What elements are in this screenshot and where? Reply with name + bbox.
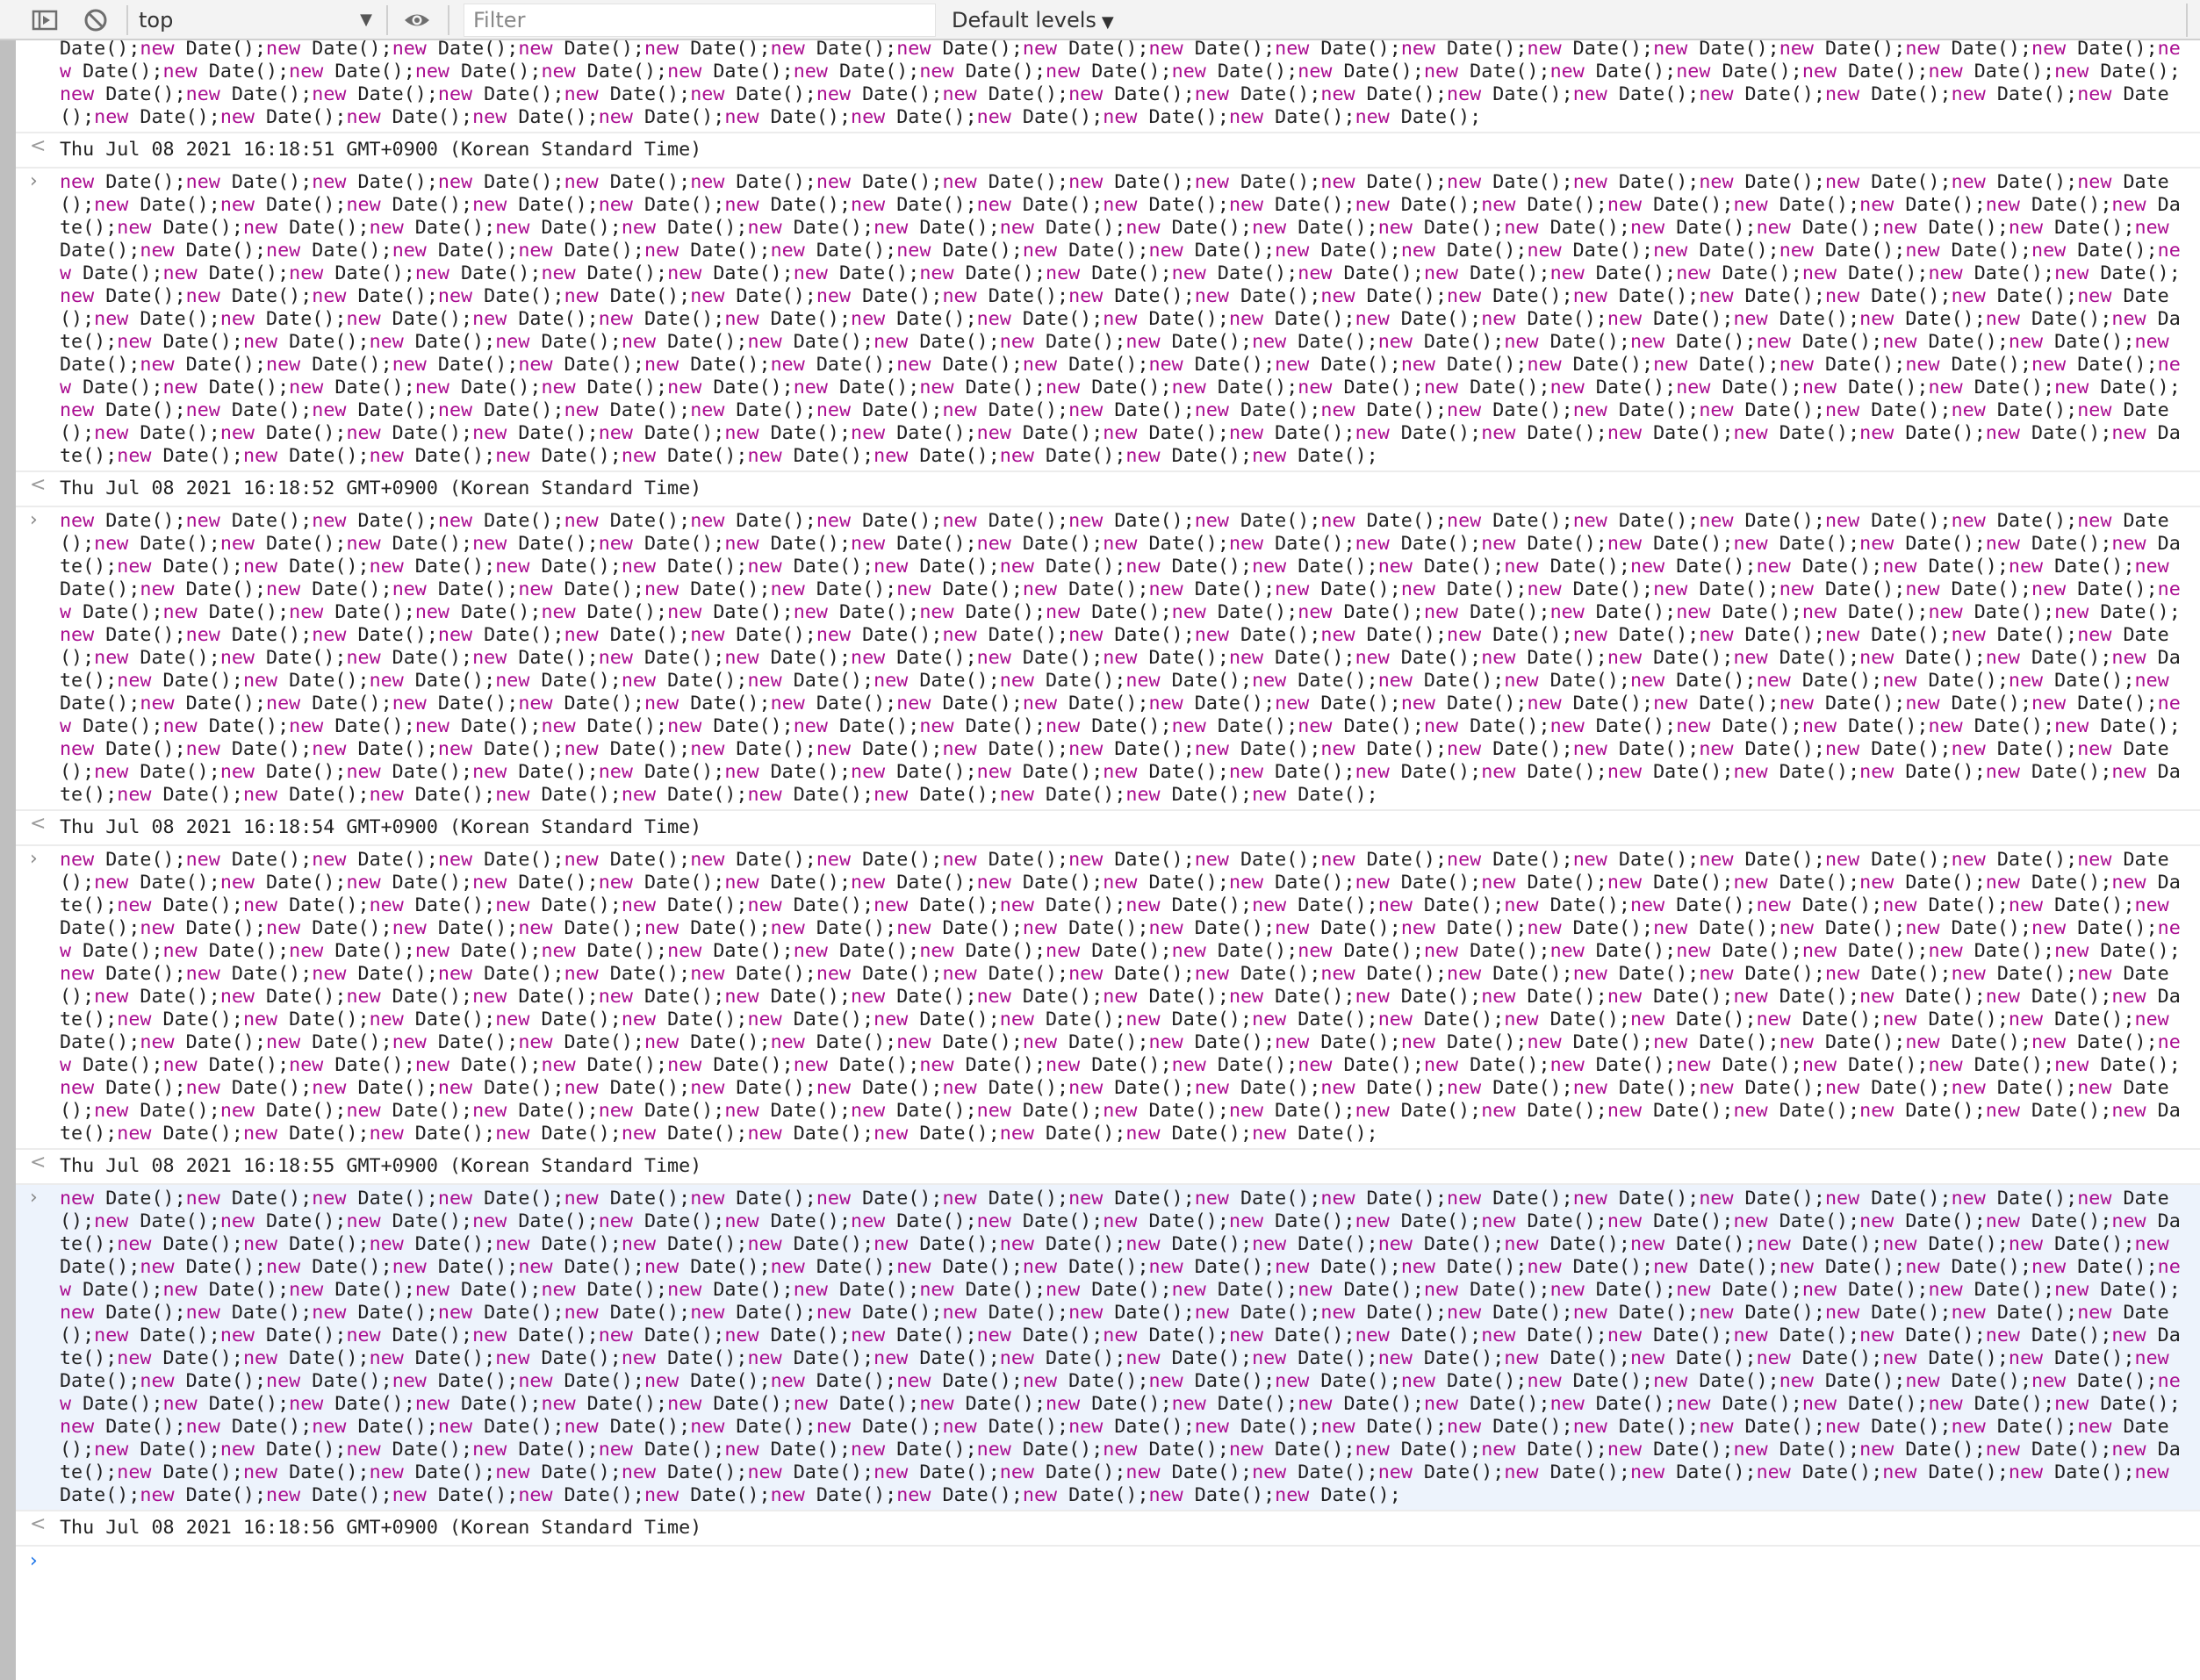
result-arrow-icon: <	[30, 1152, 47, 1174]
prompt-chevron-icon: ›	[30, 1550, 38, 1572]
result-value: Thu Jul 08 2021 16:18:55 GMT+0900 (Korean Standard Time)	[60, 1155, 702, 1177]
clear-console-icon[interactable]	[81, 5, 111, 35]
console-result[interactable]	[16, 1150, 2200, 1185]
input-chevron-icon: ›	[30, 848, 38, 870]
result-arrow-icon: <	[30, 813, 47, 835]
console-message-list	[16, 40, 2200, 1582]
console-input[interactable]	[16, 40, 2200, 133]
input-code: new Date();new Date();new Date();new Date();new Date();new Date();new Date();new Date();new Date();new Date();new Date();new Date();new Date();new Date();new Date();new Date();new Date();new Date();new Date();new Date();new Date();new Date();new Date();new Date();new Date();new Date();new Date();new Date();new Date();new Date();new Date();new Date();new Date();new Date();new Date();new Date();new Date();new Date();new Date();new Date();new Date();new Date();new Date();new Date();new Date();new Date();new Date();new Date();new Date();new Date();new Date();new Date();new Date();new Date();new Date();new Date();new Date();new Date();new Date();new Date();new Date();new Date();new Date();new Date();new Date();new Date();new Date();new Date();new Date();new Date();new Date();new Date();new Date();new Date();new Date();new Date();new Date();new Date();new Date();new Date();new Date();new Date();new Date();new Date();new Date();new Date();new Date();new Date();new Date();new Date();new Date();new Date();new Date();new Date();new Date();new Date();new Date();new Date();new Date();new Date();new Date();new Date();new Date();new Date();new Date();new Date();new Date();new Date();new Date();new Date();new Date();new Date();new Date();new Date();new Date();new Date();new Date();new Date();new Date();new Date();new Date();new Date();new Date();new Date();new Date();new Date();new Date();new Date();new Date();new Date();new Date();new Date();new Date();new Date();new Date();new Date();new Date();new Date();new Date();new Date();new Date();new Date();new Date();new Date();new Date();new Date();new Date();new Date();new Date();new Date();new Date();new Date();new Date();new Date();new Date();new Date();new Date();new Date();new Date();new Date();new Date();new Date();new Date();new Date();new Date();new Date();new Date();new Date();new Date();new Date();new Date();new Date();new Date();new Date();new Date();new Date();new Date();new Date();new Date();new Date();new Date();new Date();new Date();new Date();new Date();new Date();new Date();new Date();new Date();new Date();new Date();new Date();new Date();new Date();new Date();new Date();new Date();new Date();new Date();new Date();new Date();new Date();new Date();new Date();new Date();new Date();new Date();new Date();new Date();new Date();new Date();new Date();	[60, 171, 2181, 467]
input-code: new Date();new Date();new Date();new Date();new Date();new Date();new Date();new Date();new Date();new Date();new Date();new Date();new Date();new Date();new Date();new Date();new Date();new Date();new Date();new Date();new Date();new Date();new Date();new Date();new Date();new Date();new Date();new Date();new Date();new Date();new Date();new Date();new Date();new Date();new Date();new Date();new Date();new Date();new Date();new Date();new Date();new Date();new Date();new Date();new Date();new Date();new Date();new Date();new Date();new Date();new Date();new Date();new Date();new Date();new Date();new Date();new Date();new Date();new Date();new Date();new Date();new Date();new Date();new Date();new Date();new Date();new Date();new Date();new Date();new Date();new Date();new Date();new Date();new Date();new Date();new Date();new Date();new Date();new Date();new Date();new Date();new Date();new Date();new Date();new Date();new Date();new Date();new Date();new Date();new Date();new Date();new Date();new Date();new Date();new Date();new Date();new Date();new Date();new Date();new Date();new Date();new Date();new Date();new Date();new Date();new Date();new Date();new Date();new Date();new Date();new Date();new Date();new Date();new Date();new Date();new Date();new Date();new Date();new Date();new Date();new Date();new Date();new Date();new Date();new Date();new Date();new Date();new Date();new Date();new Date();new Date();new Date();new Date();new Date();new Date();new Date();new Date();new Date();new Date();new Date();new Date();new Date();new Date();new Date();new Date();new Date();new Date();new Date();new Date();new Date();new Date();new Date();new Date();new Date();new Date();new Date();new Date();new Date();new Date();new Date();new Date();new Date();new Date();new Date();new Date();new Date();new Date();new Date();new Date();new Date();new Date();new Date();new Date();new Date();new Date();new Date();new Date();new Date();new Date();new Date();new Date();new Date();new Date();new Date();new Date();new Date();new Date();new Date();new Date();new Date();new Date();new Date();new Date();new Date();new Date();new Date();new Date();new Date();new Date();new Date();new Date();new Date();new Date();new Date();new Date();new Date();new Date();new Date();new Date();new Date();new Date();new Date();new Date();new Date();new Date();new Date();new Date();new Date();new Date();new Date();new Date();new Date();new Date();new Date();new Date();new Date();new Date();new Date();new Date();	[60, 1188, 2181, 1506]
context-selector[interactable]	[139, 4, 377, 37]
context-label: top	[139, 8, 174, 32]
console-result[interactable]	[16, 472, 2200, 507]
console-messages[interactable]	[0, 40, 2200, 1680]
console-input[interactable]	[16, 846, 2200, 1150]
input-chevron-icon: ›	[30, 1187, 38, 1209]
chevron-down-icon: ▼	[1101, 13, 1114, 32]
toolbar-divider	[386, 5, 388, 35]
result-value: Thu Jul 08 2021 16:18:51 GMT+0900 (Korean Standard Time)	[60, 139, 702, 161]
result-value: Thu Jul 08 2021 16:18:52 GMT+0900 (Korean Standard Time)	[60, 477, 702, 499]
console-result[interactable]	[16, 811, 2200, 846]
log-levels-dropdown[interactable]	[952, 4, 1114, 37]
console-result[interactable]	[16, 1511, 2200, 1547]
toolbar-divider	[126, 5, 128, 35]
toolbar-divider	[448, 5, 449, 35]
result-arrow-icon: <	[30, 474, 47, 496]
chevron-down-icon: ▼	[360, 11, 372, 29]
eye-icon[interactable]	[402, 5, 432, 35]
input-chevron-icon: ›	[30, 170, 38, 192]
input-chevron-icon: ›	[30, 509, 38, 531]
input-code: new Date();new Date();new Date();new Date();new Date();new Date();new Date();new Date();new Date();new Date();new Date();new Date();new Date();new Date();new Date();new Date();new Date();new Date();new Date();new Date();new Date();new Date();new Date();new Date();new Date();new Date();new Date();new Date();new Date();new Date();new Date();new Date();new Date();new Date();new Date();new Date();new Date();new Date();new Date();new Date();new Date();new Date();new Date();new Date();new Date();new Date();new Date();new Date();new Date();new Date();new Date();new Date();new Date();new Date();new Date();new Date();new Date();new Date();new Date();new Date();new Date();new Date();new Date();new Date();new Date();new Date();new Date();new Date();new Date();new Date();new Date();new Date();new Date();new Date();new Date();new Date();new Date();new Date();new Date();new Date();new Date();new Date();new Date();new Date();new Date();new Date();new Date();new Date();new Date();new Date();new Date();new Date();new Date();new Date();new Date();new Date();new Date();new Date();new Date();new Date();new Date();new Date();new Date();new Date();new Date();new Date();new Date();new Date();new Date();new Date();new Date();new Date();new Date();new Date();new Date();new Date();new Date();new Date();new Date();new Date();new Date();new Date();new Date();new Date();new Date();new Date();new Date();new Date();new Date();new Date();new Date();new Date();new Date();new Date();new Date();new Date();new Date();new Date();new Date();new Date();new Date();new Date();new Date();new Date();new Date();new Date();new Date();new Date();new Date();new Date();new Date();new Date();new Date();new Date();new Date();new Date();new Date();new Date();new Date();new Date();new Date();new Date();new Date();new Date();new Date();new Date();new Date();new Date();new Date();new Date();new Date();new Date();new Date();new Date();new Date();new Date();new Date();new Date();new Date();new Date();new Date();new Date();new Date();new Date();new Date();new Date();new Date();new Date();new Date();new Date();new Date();new Date();new Date();new Date();new Date();new Date();new Date();new Date();new Date();new Date();new Date();new Date();new Date();new Date();new Date();new Date();new Date();new Date();new Date();new Date();new Date();new Date();	[60, 849, 2181, 1145]
filter-input[interactable]	[464, 4, 936, 37]
result-arrow-icon: <	[30, 135, 47, 157]
log-levels-label: Default levels	[952, 8, 1096, 32]
sidebar-toggle-icon[interactable]	[30, 5, 60, 35]
console-toolbar	[0, 0, 2200, 40]
console-prompt[interactable]	[16, 1547, 2200, 1582]
console-input[interactable]	[16, 1185, 2200, 1511]
result-value: Thu Jul 08 2021 16:18:54 GMT+0900 (Korean Standard Time)	[60, 816, 702, 838]
console-result[interactable]	[16, 133, 2200, 169]
result-arrow-icon: <	[30, 1513, 47, 1535]
toolbar-overflow-edge	[2186, 4, 2200, 37]
console-input[interactable]	[16, 507, 2200, 811]
input-code: new Date();new Date();new Date();new Date();new Date();new Date();new Date();new Date();new Date();new Date();new Date();new Date();new Date();new Date();new Date();new Date();new Date();new Date();new Date();new Date();new Date();new Date();new Date();new Date();new Date();new Date();new Date();new Date();new Date();new Date();new Date();new Date();new Date();new Date();new Date();new Date();new Date();new Date();new Date();new Date();new Date();new Date();new Date();new Date();new Date();new Date();new Date();new Date();new Date();new Date();new Date();new Date();new Date();new Date();new Date();new Date();new Date();new Date();new Date();new Date();new Date();new Date();new Date();new Date();new Date();new Date();new Date();new Date();new Date();new Date();new Date();new Date();new Date();new Date();new Date();new Date();new Date();new Date();new Date();new Date();new Date();new Date();new Date();new Date();new Date();new Date();new Date();new Date();new Date();new Date();new Date();new Date();new Date();new Date();new Date();new Date();new Date();new Date();new Date();new Date();new Date();new Date();new Date();new Date();new Date();new Date();new Date();new Date();new Date();new Date();new Date();new Date();new Date();new Date();new Date();new Date();new Date();new Date();new Date();new Date();new Date();new Date();new Date();new Date();new Date();new Date();new Date();new Date();new Date();new Date();new Date();new Date();new Date();new Date();new Date();new Date();new Date();new Date();new Date();new Date();new Date();new Date();new Date();new Date();new Date();new Date();new Date();new Date();new Date();new Date();new Date();new Date();new Date();new Date();new Date();new Date();new Date();new Date();new Date();new Date();new Date();new Date();new Date();new Date();new Date();new Date();new Date();new Date();new Date();new Date();new Date();new Date();new Date();new Date();new Date();new Date();new Date();new Date();new Date();new Date();new Date();new Date();new Date();new Date();new Date();new Date();new Date();new Date();new Date();new Date();new Date();new Date();new Date();new Date();new Date();new Date();new Date();new Date();new Date();new Date();new Date();new Date();new Date();new Date();new Date();new Date();new Date();new Date();new Date();new Date();new Date();new Date();	[60, 510, 2181, 806]
console-input[interactable]	[16, 169, 2200, 472]
input-code: Date();new Date();new Date();new Date();new Date();new Date();new Date();new Date();new Date();new Date();new Date();new Date();new Date();new Date();new Date();new Date();new Date();new Date();new Date();new Date();new Date();new Date();new Date();new Date();new Date();new Date();new Date();new Date();new Date();new Date();new Date();new Date();new Date();new Date();new Date();new Date();new Date();new Date();new Date();new Date();new Date();new Date();new Date();new Date();new Date();new Date();new Date();new Date();new Date();new Date();new Date();new Date();new Date();new Date();new Date();new Date();new Date();new Date();new Date();new Date();new Date();new Date();	[60, 40, 2181, 128]
result-value: Thu Jul 08 2021 16:18:56 GMT+0900 (Korean Standard Time)	[60, 1517, 702, 1539]
